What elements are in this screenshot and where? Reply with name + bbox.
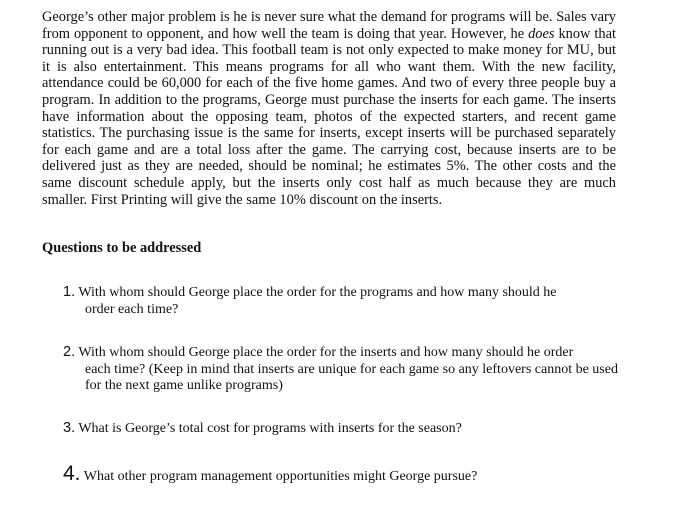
question-item-3 <box>63 420 623 438</box>
question-text: With whom should George place the order for the inserts and how many should he order <box>78 345 574 360</box>
question-number: 3. <box>63 420 76 436</box>
question-number: 1. <box>63 284 76 300</box>
question-item-1 <box>63 284 623 318</box>
question-number: 2. <box>63 344 76 360</box>
questions-heading: Questions to be addressed <box>42 240 202 256</box>
body-paragraph <box>42 9 616 208</box>
question-text: With whom should George place the order for the programs and how many should he <box>78 285 557 300</box>
question-text: What other program management opportunities might George pursue? <box>83 469 478 484</box>
question-text-continued: each time? (Keep in mind that inserts are unique for each game so any leftovers cannot be used for the next game unlike programs) <box>85 361 618 394</box>
question-text-continued: order each time? <box>85 301 179 317</box>
question-item-2 <box>63 344 623 395</box>
paragraph-emphasis: does <box>528 25 555 42</box>
paragraph-text-end: know that running out is a very bad idea. This football team is not only expected to make money for MU, but it is also entertainment. This means programs for all who want them. With the new facility, attendance could be 60,000 for each of the five home games. And two of every three people buy a program. In addition to the programs, George must purchase the inserts for each game. The inserts have information about the opposing team, photos of the expected starters, and recent game statistics. The purchasing issue is the same for inserts, except inserts will be purchased separately for each game and are a total loss after the game. The carrying cost, because inserts are to be delivered just as they are needed, should be nominal; he estimates 5%. The other costs and the same discount schedule apply, but the inserts only cost half as much because they are much smaller. First Printing will give the same 10% discount on the inserts. <box>42 25 616 208</box>
question-text: What is George’s total cost for programs with inserts for the season? <box>78 421 462 436</box>
paragraph-text-start: George’s other major problem is he is never sure what the demand for programs will be. Sales vary from opponent to opponent, and how well the team is doing that year. However, he <box>42 9 616 42</box>
question-number: 4. <box>63 462 81 485</box>
question-item-4 <box>63 462 623 486</box>
